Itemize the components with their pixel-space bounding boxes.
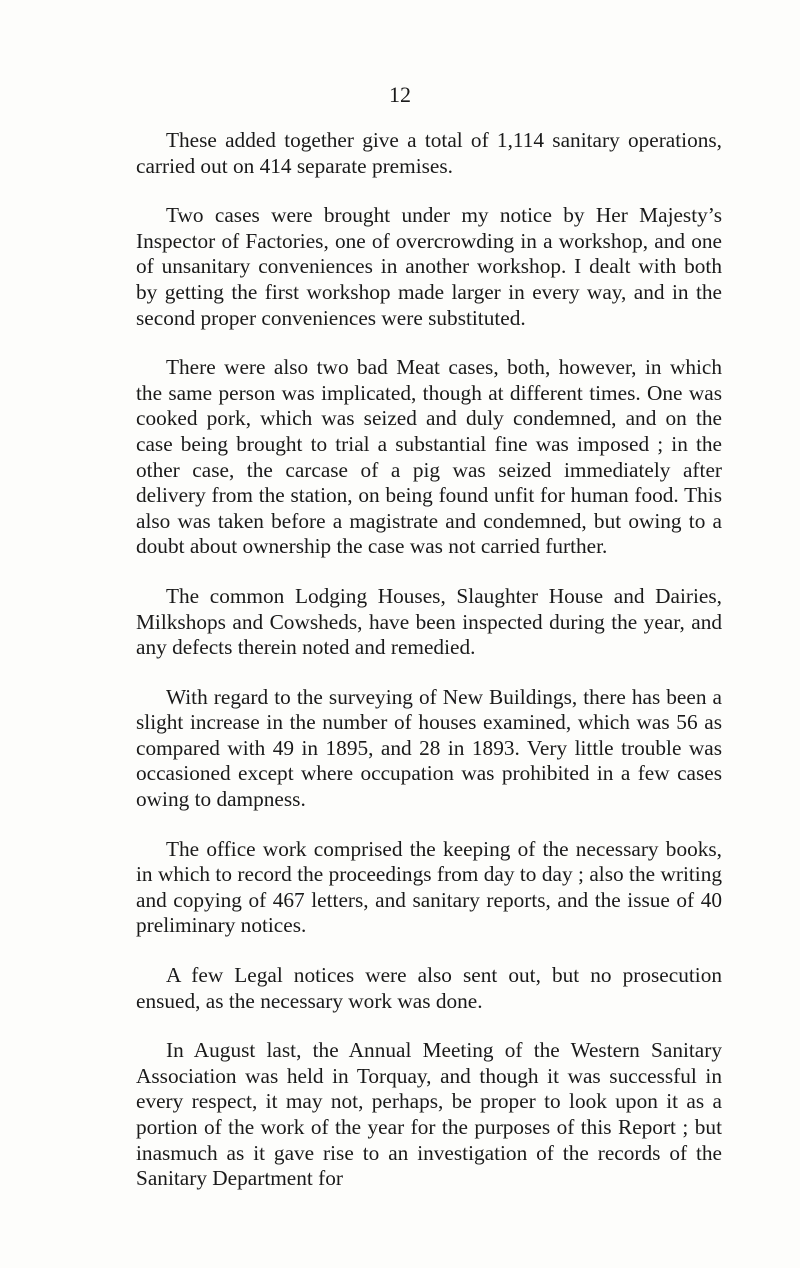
paragraph-office-work: The office work comprised the keeping of the necessary books, in which to record the proceedings from day to day ; also the writing and copying of 467 letters, and sanitary reports, and the issue of 40 preliminary notices. — [136, 836, 722, 938]
paragraph-new-buildings: With regard to the surveying of New Buildings, there has been a slight increase in the number of houses examined, which was 56 as compared with 49 in 1895, and 28 in 1893. Very little trouble was occasioned except where occupation was prohibited in a few cases owing to dampness. — [136, 684, 722, 812]
paragraph-sanitary-operations: These added together give a total of 1,114 sanitary operations, carried out on 414 separate premises. — [136, 128, 722, 178]
paragraph-legal-notices: A few Legal notices were also sent out, but no prosecution ensued, as the necessary work was done. — [136, 963, 722, 1013]
paragraph-annual-meeting: In August last, the Annual Meeting of the Western Sanitary Association was held in Torquay, and though it was successful in every respect, it may not, perhaps, be proper to look upon it as a portion of the work of the year for the purposes of this Report ; but inasmuch as it gave rise to an investigation of the records of the Sanitary Department for — [136, 1038, 722, 1191]
paragraph-lodging-houses: The common Lodging Houses, Slaughter House and Dairies, Milkshops and Cowsheds, have been inspected during the year, and any defects therein noted and remedied. — [136, 583, 722, 660]
paragraph-factory-inspector-cases: Two cases were brought under my notice by Her Majesty’s Inspector of Factories, one of overcrowding in a workshop, and one of unsanitary conveniences in another workshop. I dealt with both by getting the first workshop made larger in every way, and in the second proper conveniences were substituted. — [136, 203, 722, 330]
document-body — [136, 128, 722, 1192]
paragraph-bad-meat-cases: There were also two bad Meat cases, both, however, in which the same person was implicated, though at different times. One was cooked pork, which was seized and duly condemned, and on the case being brought to trial a substantial fine was imposed ; in the other case, the carcase of a pig was seized immediately after delivery from the station, on being found unfit for human food. This also was taken before a magistrate and condemned, but owing to a doubt about ownership the case was not carried further. — [136, 355, 722, 559]
page-number: 12 — [389, 82, 411, 107]
